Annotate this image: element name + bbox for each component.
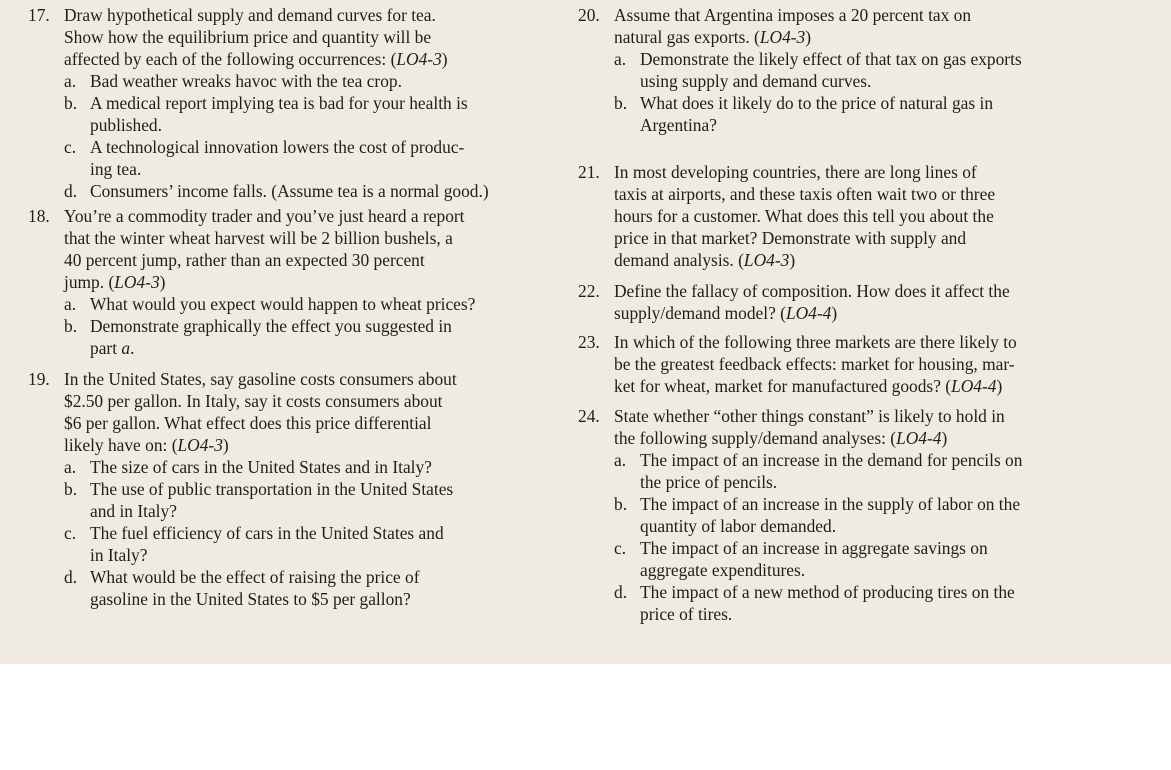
question-text: Show how the equilibrium price and quantity will be: [64, 27, 432, 47]
question-text: price in that market? Demonstrate with supply and: [614, 228, 967, 248]
question-text: State whether “other things constant” is likely to hold in: [614, 406, 1005, 426]
question-text: In the United States, say gasoline costs consumers about: [64, 369, 457, 389]
question-text: 40 percent jump, rather than an expected 30 percent: [64, 250, 425, 270]
question-text: that the winter wheat harvest will be 2 billion bushels, a: [64, 228, 453, 248]
item-letter: b.: [614, 494, 628, 514]
question-text: likely have on: (LO4-3): [64, 435, 229, 455]
question-text: affected by each of the following occurrences: (LO4-3): [64, 49, 448, 69]
question-number: 19.: [28, 369, 50, 389]
question-text: the following supply/demand analyses: (LO4-4): [614, 428, 948, 448]
item-text: The impact of an increase in the supply of labor on the: [640, 494, 1021, 514]
question-text: Define the fallacy of composition. How does it affect the: [614, 281, 1010, 301]
question-text: be the greatest feedback effects: market for housing, mar-: [614, 354, 1015, 374]
item-text: published.: [90, 115, 162, 135]
learning-objective: LO4-4: [785, 303, 832, 323]
item-text: What does it likely do to the price of natural gas in: [640, 93, 994, 113]
learning-objective: LO4-4: [896, 428, 942, 448]
question-text: You’re a commodity trader and you’ve just heard a report: [64, 206, 465, 226]
item-text: the price of pencils.: [640, 472, 778, 492]
item-text: part a.: [90, 338, 135, 358]
question-number: 21.: [578, 162, 600, 182]
item-text: The size of cars in the United States and in Italy?: [90, 457, 432, 477]
learning-objective: LO4-3: [743, 250, 790, 270]
learning-objective: LO4-3: [759, 27, 806, 47]
item-text: using supply and demand curves.: [640, 71, 872, 91]
question-text: supply/demand model? (LO4-4): [614, 303, 838, 323]
question-text: $6 per gallon. What effect does this price differential: [64, 413, 432, 433]
item-letter: c.: [64, 523, 77, 543]
item-text: aggregate expenditures.: [640, 560, 806, 580]
item-letter: a.: [64, 71, 77, 91]
question-text: Assume that Argentina imposes a 20 percent tax on: [614, 5, 972, 25]
item-text: Consumers’ income falls. (Assume tea is a normal good.): [90, 181, 489, 201]
item-text: Argentina?: [640, 115, 717, 135]
item-text: price of tires.: [640, 604, 733, 624]
item-letter: c.: [614, 538, 627, 558]
item-letter: a.: [64, 294, 77, 314]
learning-objective: LO4-3: [114, 272, 160, 292]
item-text: gasoline in the United States to $5 per gallon?: [90, 589, 411, 609]
item-text: quantity of labor demanded.: [640, 516, 837, 536]
item-letter: a.: [614, 450, 627, 470]
question-text: Draw hypothetical supply and demand curves for tea.: [64, 5, 436, 25]
item-text: The use of public transportation in the United States: [90, 479, 454, 499]
question-text: In which of the following three markets are there likely to: [614, 332, 1017, 352]
item-letter: b.: [64, 479, 78, 499]
question-number: 24.: [578, 406, 600, 426]
question-text: In most developing countries, there are long lines of: [614, 162, 977, 182]
item-letter: d.: [64, 567, 78, 587]
item-text: Demonstrate graphically the effect you suggested in: [90, 316, 452, 336]
learning-objective: LO4-3: [177, 435, 223, 455]
item-text: A medical report implying tea is bad for your health is: [90, 93, 468, 113]
question-number: 22.: [578, 281, 600, 301]
item-text: The impact of an increase in the demand for pencils on: [640, 450, 1023, 470]
question-text: demand analysis. (LO4-3): [614, 250, 796, 270]
item-text: What would you expect would happen to wheat prices?: [90, 294, 476, 314]
item-text: The impact of an increase in aggregate savings on: [640, 538, 988, 558]
question-text: $2.50 per gallon. In Italy, say it costs consumers about: [64, 391, 443, 411]
item-text: The impact of a new method of producing tires on the: [640, 582, 1015, 602]
item-letter: b.: [64, 93, 78, 113]
item-letter: d.: [64, 181, 78, 201]
learning-objective: LO4-4: [951, 376, 997, 396]
item-letter: b.: [614, 93, 628, 113]
item-letter: d.: [614, 582, 628, 602]
item-text: A technological innovation lowers the cost of produc-: [90, 137, 465, 157]
item-letter: b.: [64, 316, 78, 336]
question-text: hours for a customer. What does this tell you about the: [614, 206, 994, 226]
item-letter: a.: [614, 49, 627, 69]
question-text: ket for wheat, market for manufactured goods? (LO4-4): [614, 376, 1003, 396]
item-text: in Italy?: [90, 545, 148, 565]
item-text: Bad weather wreaks havoc with the tea crop.: [90, 71, 402, 91]
item-text: The fuel efficiency of cars in the United States and: [90, 523, 444, 543]
question-number: 20.: [578, 5, 600, 25]
item-text: Demonstrate the likely effect of that tax on gas exports: [640, 49, 1022, 69]
item-text: What would be the effect of raising the price of: [90, 567, 420, 587]
item-text: ing tea.: [90, 159, 142, 179]
item-letter: c.: [64, 137, 77, 157]
question-number: 18.: [28, 206, 50, 226]
learning-objective: LO4-3: [396, 49, 442, 69]
item-text: and in Italy?: [90, 501, 177, 521]
question-text: jump. (LO4-3): [64, 272, 166, 292]
question-text: natural gas exports. (LO4-3): [614, 27, 812, 47]
question-number: 23.: [578, 332, 600, 352]
item-letter: a.: [64, 457, 77, 477]
question-number: 17.: [28, 5, 50, 25]
question-text: taxis at airports, and these taxis often wait two or three: [614, 184, 996, 204]
